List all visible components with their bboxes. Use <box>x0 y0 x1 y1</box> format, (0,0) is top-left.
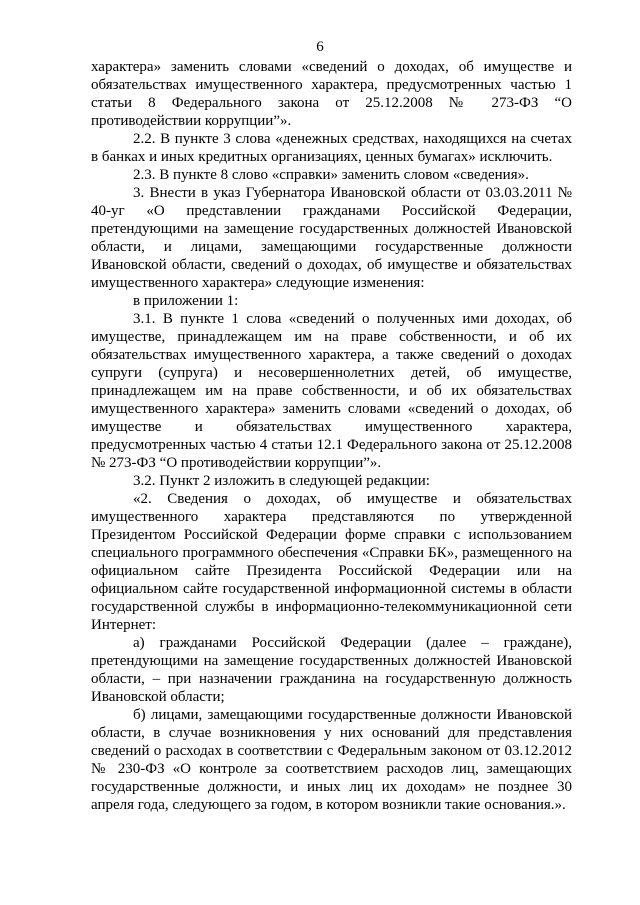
paragraph: 3.1. В пункте 1 слова «сведений о полученных ими доходах, об имуществе, принадлежащем им на праве собственности, и об их обязательствах имущественного характера, а также сведений о доходах супруги (супруга) и несовершеннолетних детей, об имуществе, принадлежащем им на праве собственности, и об их обязательствах имущественного характера» заменить словами «сведений о доходах, об имуществе и обязательствах имущественного характера, предусмотренных частью 4 статьи 12.1 Федерального закона от 25.12.2008 № 273-ФЗ “О противодействии коррупции”». <box>91 311 572 471</box>
paragraph: а) гражданами Российской Федерации (далее – граждане), претендующими на замещение государственных должностей Ивановской области, – при назначении гражданина на государственную должность Ивановской области; <box>91 635 572 705</box>
page-number: 6 <box>316 39 324 55</box>
paragraph: 3. Внести в указ Губернатора Ивановской области от 03.03.2011 № 40-уг «О представлении гражданами Российской Федерации, претендующими на замещение государственных должностей Ивановской области, и лицами, замещающими государственные должности Ивановской области, сведений о доходах, об имуществе и обязательствах имущественного характера» следующие изменения: <box>91 185 572 291</box>
document-body <box>91 58 572 814</box>
paragraph: 2.3. В пункте 8 слово «справки» заменить словом «сведения». <box>133 167 529 183</box>
paragraph: б) лицами, замещающими государственные должности Ивановской области, в случае возникновения у них оснований для представления сведений о расходах в соответствии с Федеральным законом от 03.12.2012 № 230-ФЗ «О контроле за соответствием расходов лиц, замещающих государственные должности, и иных лиц их доходам» не позднее 30 апреля года, следующего за годом, в котором возникли такие основания.». <box>91 707 572 813</box>
paragraph: характера» заменить словами «сведений о доходах, об имуществе и обязательствах имущественного характера, предусмотренных частью 1 статьи 8 Федерального закона от 25.12.2008 № 273-ФЗ “О противодействии коррупции”». <box>91 59 572 129</box>
paragraph: 2.2. В пункте 3 слова «денежных средствах, находящихся на счетах в банках и иных кредитных организациях, ценных бумагах» исключить. <box>91 131 572 165</box>
paragraph: 3.2. Пункт 2 изложить в следующей редакции: <box>133 473 430 489</box>
paragraph: в приложении 1: <box>133 293 239 309</box>
paragraph: «2. Сведения о доходах, об имуществе и обязательствах имущественного характера представляются по утвержденной Президентом Российской Федерации форме справки с использованием специального программного обеспечения «Справки БК», размещенного на официальном сайте Президента Российской Федерации или на официальном сайте государственной информационной системы в области государственной службы в информационно-телекоммуникационной сети Интернет: <box>91 491 572 633</box>
